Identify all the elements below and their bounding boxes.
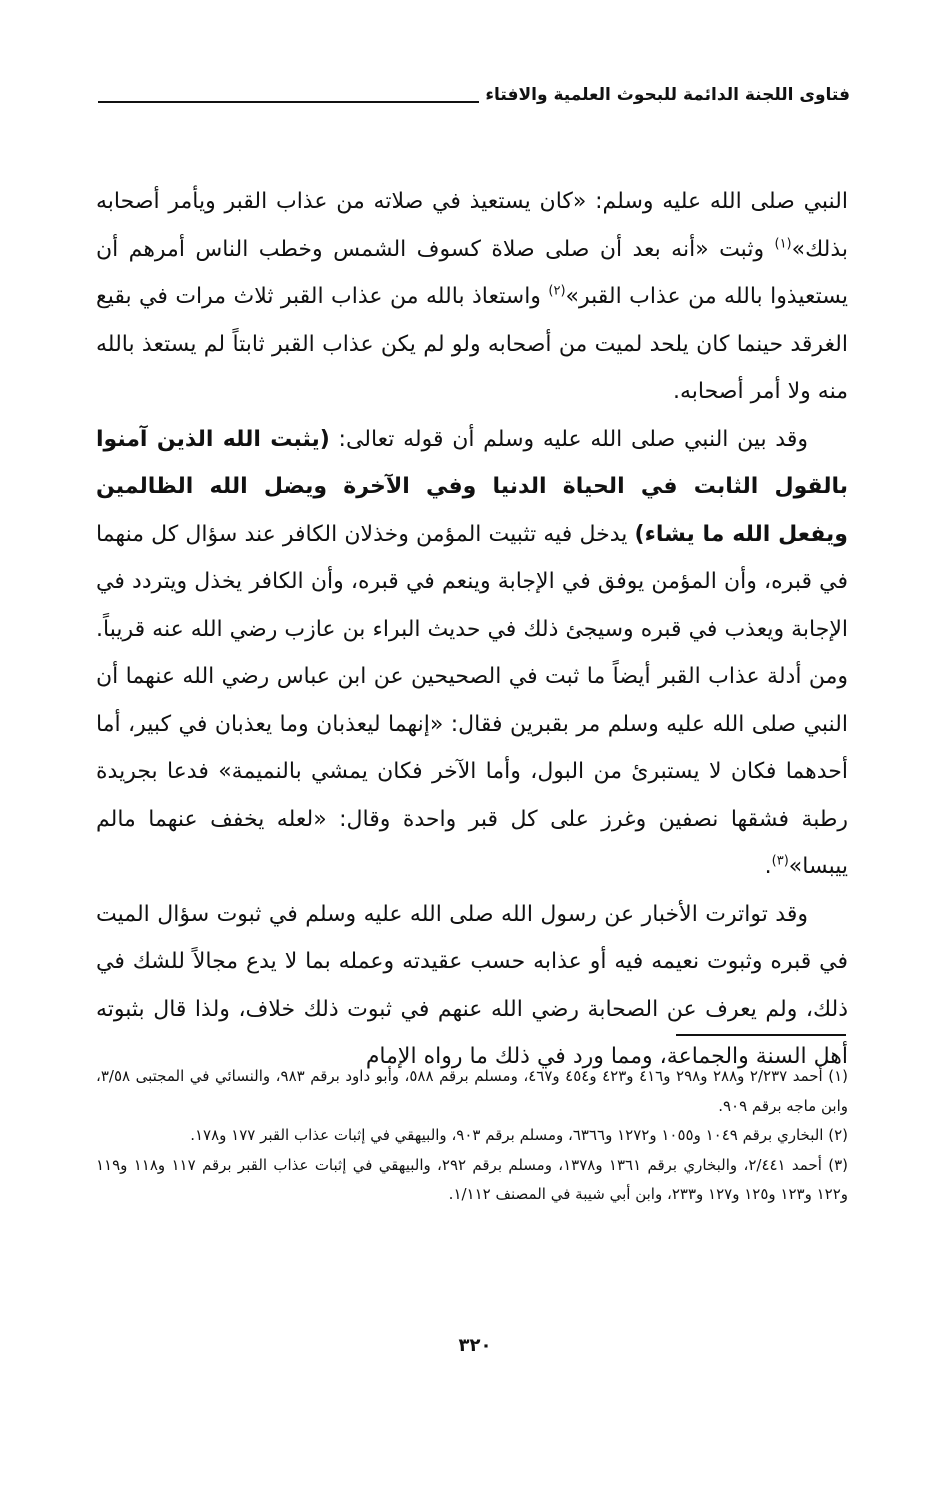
running-header [98, 84, 850, 106]
paragraph-2 [96, 416, 848, 891]
paragraph-3: وقد تواترت الأخبار عن رسول الله صلى الله عليه وسلم في ثبوت سؤال الميت في قبره وثبوت نعيمه فيه أو عذابه حسب عقيدته وعمله بما لا يدع مجالاً للشك في ذلك، ولم يعرف عن الصحابة رضي الله عنهم في ثبوت ذلك خلاف، ولذا قال بثبوته أهل السنة والجماعة، ومما ورد في ذلك ما رواه الإمام [96, 901, 848, 1069]
paragraph-2-part-c: . [764, 854, 772, 879]
paragraph-1 [96, 178, 848, 416]
paragraph-2-part-b: يدخل فيه تثبيت المؤمن وخذلان الكافر عند سؤال كل منهما في قبره، وأن المؤمن يوفق في الإجابة وينعم في قبره، وأن الكافر يخذل ويتردد في الإجابة ويعذب في قبره وسيجئ ذلك في حديث البراء بن عازب رضي الله عنه قريباً. ومن أدلة عذاب القبر أيضاً ما ثبت في الصحيحين عن ابن عباس رضي الله عنهما أن النبي صلى الله عليه وسلم مر بقبرين فقال: «إنهما ليعذبان وما يعذبان في كبير، أما أحدهما فكان لا يستبرئ من البول، وأما الآخر فكان يمشي بالنميمة» فدعا بجريدة رطبة فشقها نصفين وغرز على كل قبر واحدة وقال: «لعله يخفف عنهما مالم ييبسا» [96, 521, 848, 879]
running-header-title: فتاوى اللجنة الدائمة للبحوث العلمية والافتاء [485, 85, 850, 105]
paragraph-1-part-c: واستعاذ بالله من عذاب القبر ثلاث مرات في بقيع الغرقد حينما كان يلحد لميت من أصحابه ولو لم يكن عذاب القبر ثابتاً لم يستعذ بالله منه ولا أمر أصحابه. [96, 284, 848, 404]
footnote-ref-3[interactable]: (٣) [771, 853, 789, 869]
footnotes [96, 1062, 848, 1210]
paragraph-1-part-b: وثبت «أنه بعد أن صلى صلاة كسوف الشمس وخطب الناس أمرهم أن يستعيذوا بالله من عذاب القبر» [96, 236, 848, 309]
footnote-1: (١) أحمد ٢/٢٣٧ و٢٨٨ و٢٩٨ و٤١٦ و٤٢٣ و٤٥٤ و٤٦٧، ومسلم برقم ٥٨٨، وأبو داود برقم ٩٨٣، والنسائي في المجتبى ٣/٥٨، وابن ماجه برقم ٩٠٩. [96, 1067, 849, 1115]
footnote-2: (٢) البخاري برقم ١٠٤٩ و١٠٥٥ و١٢٧٢ و٦٣٦٦، ومسلم برقم ٩٠٣، والبيهقي في إثبات عذاب القبر ١٧٧ و١٧٨. [190, 1126, 848, 1144]
footnote-3: (٣) أحمد ٢/٤٤١، والبخاري برقم ١٣٦١ و١٣٧٨، ومسلم برقم ٢٩٢، والبيهقي في إثبات عذاب القبر برقم ١١٧ و١١٨ و١١٩ و١٢٢ و١٢٣ و١٢٥ و١٢٧ و٢٣٣، وابن أبي شيبة في المصنف ١/١١٢. [96, 1155, 849, 1203]
footnote-separator [676, 1034, 846, 1036]
footnote-ref-2[interactable]: (٢) [548, 283, 566, 299]
footnote-ref-1[interactable]: (١) [774, 236, 792, 252]
main-text [96, 178, 848, 1081]
paragraph-2-part-a: وقد بين النبي صلى الله عليه وسلم أن قوله تعالى: [329, 426, 808, 452]
page-number: ٣٢٠ [458, 1335, 492, 1356]
paragraph-1-part-a: النبي صلى الله عليه وسلم: «كان يستعيذ في صلاته من عذاب القبر ويأمر أصحابه بذلك» [96, 189, 848, 262]
quran-verse: (يثبت الله الذين آمنوا بالقول الثابت في الحياة الدنيا وفي الآخرة ويضل الله الظالمين ويفعل الله ما يشاء) [96, 426, 848, 547]
header-rule [98, 101, 479, 103]
